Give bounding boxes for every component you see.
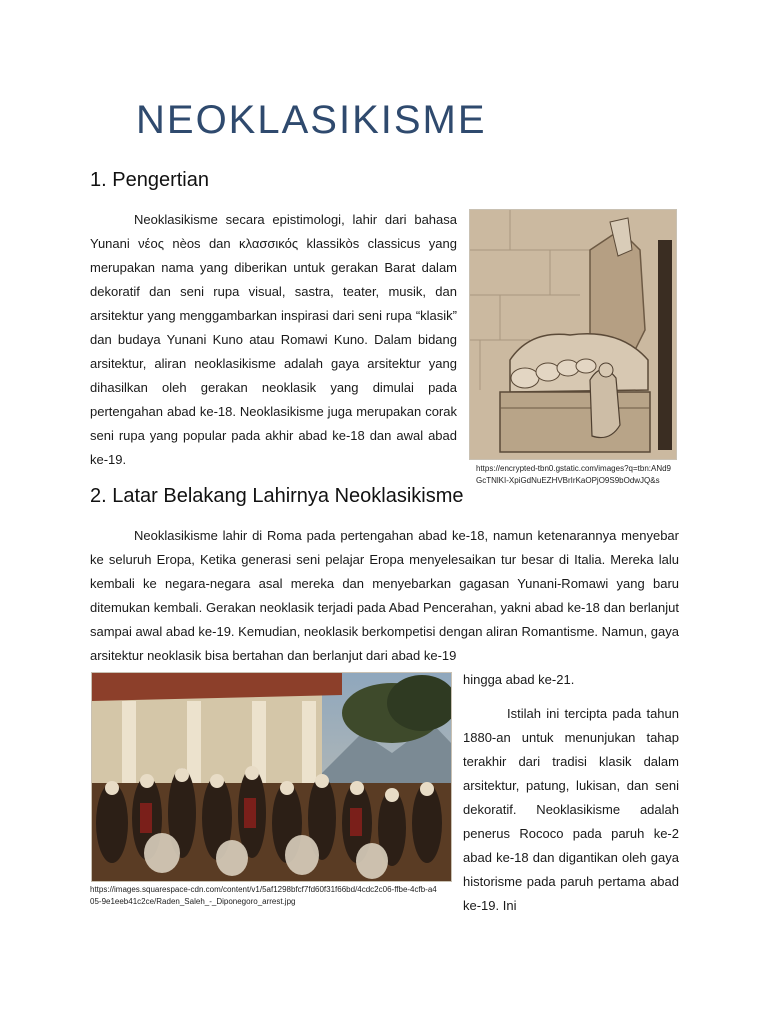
section-1-paragraph: Neoklasikisme secara epistimologi, lahir dari bahasa Yunani νέος nèos dan κλασσικός klassikòs classicus yang merupakan nama yang diberikan untuk gerakan Barat dalam dekoratif dan seni rupa visual, sastra, teater, musik, dan arsitektur yang menggambarkan inspirasi dari seni rupa “klasik” dan budaya Yunani Kuno atau Romawi Kuno. Dalam bidang arsitektur, aliran neoklasikisme adalah gaya arsitektur yang dihasilkan oleh gerakan neoklasik yang dimulai pada pertengahan abad ke-18. Neoklasikisme juga merupakan corak seni rupa yang popular pada akhir abad ke-18 dan awal abad ke-19.: [90, 212, 457, 467]
section-1-heading: 1. Pengertian: [90, 169, 209, 191]
sculpture-sketch-illustration: [470, 210, 676, 459]
painting-image-caption[interactable]: https://images.squarespace-cdn.com/content/v1/5af1298bfcf7fd60f31f66bd/4cdc2c06-ffbe-4cfb-a405-9e1eeb41c2ce/Raden_Saleh_-_Diponegoro_arrest.jpg: [90, 885, 437, 906]
section-2-paragraph: Neoklasikisme lahir di Roma pada pertengahan abad ke-18, namun ketenarannya menyebar ke seluruh Eropa, Ketika generasi seni pelajar Eropa menyelesaikan tur besar di Italia. Mereka lalu kembali ke negara-negara asal mereka dan menyebarkan gagasan Yunani-Romawi yang baru ditemukan kembali. Gerakan neoklasik terjadi pada Abad Pencerahan, yakni abad ke-18 dan berlanjut sampai awal abad ke-19. Kemudian, neoklasik berkompetisi dengan aliran Romantisme. Namun, gaya arsitektur neoklasik bisa bertahan dan berlanjut dari abad ke-19: [90, 528, 679, 663]
document-title: NEOKLASIKISME: [136, 98, 487, 142]
section-2-heading: 2. Latar Belakang Lahirnya Neoklasikisme: [90, 485, 464, 507]
sculpture-sketch-image: [469, 209, 677, 460]
sculpture-image-caption[interactable]: https://encrypted-tbn0.gstatic.com/images?q=tbn:ANd9GcTNlKI-XpiGdNuEZHVBrIrKaOPjO9S9bOdwJQ&s: [476, 464, 671, 485]
section-2-paragraph-continued: hingga abad ke-21.: [463, 672, 575, 687]
section-2-side-paragraph: Istilah ini tercipta pada tahun 1880-an untuk menunjukan tahap terakhir dari tradisi klasik dalam arsitektur, patung, lukisan, dan seni dekoratif. Neoklasikisme adalah penerus Rococo pada paruh ke-2 abad ke-18 dan digantikan oleh gaya historisme pada paruh pertama abad ke-19. Ini: [463, 706, 679, 913]
diponegoro-painting-image: [91, 672, 452, 882]
diponegoro-painting-illustration: [92, 673, 451, 881]
